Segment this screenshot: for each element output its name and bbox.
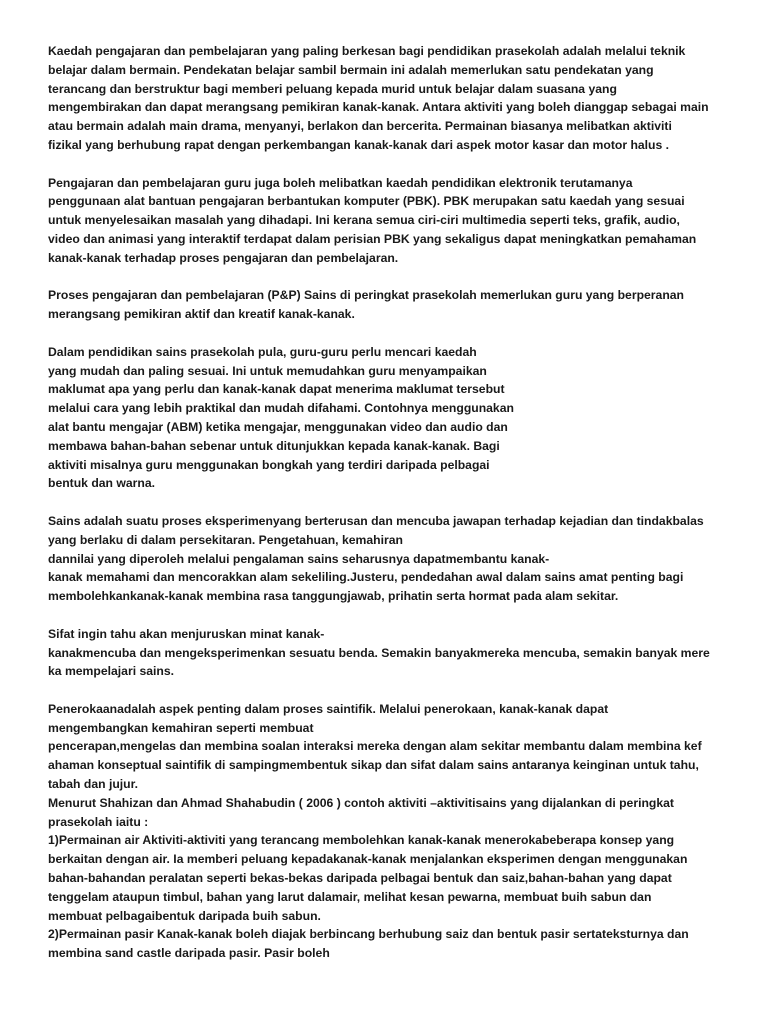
text-line: bentuk dan warna.	[48, 476, 155, 491]
text-line: untuk menyelesaikan masalah yang dihadapi. Ini kerana semua ciri-ciri multimedia seperti teks, grafik, audio,	[48, 213, 680, 228]
text-line: kanakmencuba dan mengeksperimenkan sesuatu benda. Semakin banyakmereka mencuba, semakin banyak mere	[48, 645, 710, 660]
text-line: fizikal yang berhubung rapat dengan perkembangan kanak-kanak dari aspek motor kasar dan motor halus .	[48, 137, 670, 152]
text-line: 2)Permainan pasir Kanak-kanak boleh diajak berbincang berhubung saiz dan bentuk pasir sertateksturnya dan	[48, 927, 689, 942]
text-line: atau bermain adalah main drama, menyanyi, berlakon dan bercerita. Permainan biasanya melibatkan aktiviti	[48, 119, 672, 134]
text-line: Sifat ingin tahu akan menjuruskan minat kanak-	[48, 626, 325, 641]
text-line: merangsang pemikiran aktif dan kreatif kanak-kanak.	[48, 307, 355, 322]
text-line: bahan-bahandan peralatan seperti bekas-bekas daripada pelbagai bentuk dan saiz,bahan-bahan yang dapat	[48, 871, 672, 886]
text-line: belajar dalam bermain. Pendekatan belajar sambil bermain ini adalah memerlukan satu pendekatan yang	[48, 62, 654, 77]
text-line: Proses pengajaran dan pembelajaran (P&P) Sains di peringkat prasekolah memerlukan guru yang berperanan	[48, 288, 684, 303]
paragraph	[48, 286, 728, 324]
text-line: Dalam pendidikan sains prasekolah pula, guru-guru perlu mencari kaedah	[48, 344, 477, 359]
text-line: alat bantu mengajar (ABM) ketika mengajar, menggunakan video dan audio dan	[48, 419, 508, 434]
text-line: penggunaan alat bantuan pengajaran berbantukan komputer (PBK). PBK merupakan satu kaedah yang sesuai	[48, 194, 685, 209]
text-line: tabah dan jujur.	[48, 777, 139, 792]
text-line: berkaitan dengan air. Ia memberi peluang kepadakanak-kanak menjalankan eksperimen dengan menggunakan	[48, 852, 688, 867]
text-line: mengembirakan dan dapat merangsang pemikiran kanak-kanak. Antara aktiviti yang boleh dianggap sebagai main	[48, 100, 709, 115]
text-line: kanak-kanak terhadap proses pengajaran dan pembelajaran.	[48, 250, 399, 265]
paragraph	[48, 512, 728, 606]
paragraph	[48, 343, 728, 493]
text-line: ahaman konseptual saintifik di sampingmembentuk sikap dan sifat dalam sains antaranya keinginan untuk tahu,	[48, 758, 699, 773]
paragraph	[48, 42, 728, 155]
text-line: dannilai yang diperoleh melalui pengalaman sains seharusnya dapatmembantu kanak-	[48, 551, 550, 566]
text-line: membina sand castle daripada pasir. Pasir boleh	[48, 946, 330, 961]
text-line: prasekolah iaitu :	[48, 814, 149, 829]
text-line: tenggelam ataupun timbul, bahan yang larut dalamair, melihat kesan pewarna, membuat buih sabun dan	[48, 889, 652, 904]
text-line: maklumat apa yang perlu dan kanak-kanak dapat menerima maklumat tersebut	[48, 382, 505, 397]
text-line: terancang dan berstruktur bagi memberi peluang kepada murid untuk belajar dalam suasana yang	[48, 81, 617, 96]
text-line: membolehkankanak-kanak membina rasa tanggungjawab, prihatin serta hormat pada alam sekitar.	[48, 589, 619, 604]
text-line: membawa bahan-bahan sebenar untuk ditunjukkan kepada kanak-kanak. Bagi	[48, 438, 500, 453]
text-line: kanak memahami dan mencorakkan alam sekeliling.Justeru, pendedahan awal dalam sains amat penting bagi	[48, 570, 684, 585]
text-line: aktiviti misalnya guru menggunakan bongkah yang terdiri daripada pelbagai	[48, 457, 490, 472]
paragraph	[48, 625, 728, 681]
text-line: yang mudah dan paling sesuai. Ini untuk memudahkan guru menyampaikan	[48, 363, 487, 378]
text-line: ka mempelajari sains.	[48, 664, 175, 679]
text-line: 1)Permainan air Aktiviti-aktiviti yang terancang membolehkan kanak-kanak menerokabeberapa konsep yang	[48, 833, 675, 848]
text-line: Penerokaanadalah aspek penting dalam proses saintifik. Melalui penerokaan, kanak-kanak dapat	[48, 701, 609, 716]
text-line: pencerapan,mengelas dan membina soalan interaksi mereka dengan alam sekitar membantu dalam membina kef	[48, 739, 702, 754]
text-line: membuat pelbagaibentuk daripada buih sabun.	[48, 908, 321, 923]
text-line: yang berlaku di dalam persekitaran. Pengetahuan, kemahiran	[48, 532, 403, 547]
paragraph	[48, 174, 728, 268]
text-line: Kaedah pengajaran dan pembelajaran yang paling berkesan bagi pendidikan prasekolah adalah melalui teknik	[48, 44, 686, 58]
paragraph	[48, 700, 728, 963]
text-line: video dan animasi yang interaktif terdapat dalam perisian PBK yang sekaligus dapat meningkatkan pemahaman	[48, 231, 697, 246]
text-line: mengembangkan kemahiran seperti membuat	[48, 720, 314, 735]
text-line: Sains adalah suatu proses eksperimenyang berterusan dan mencuba jawapan terhadap kejadian dan tindakbalas	[48, 513, 704, 528]
text-line: melalui cara yang lebih praktikal dan mudah difahami. Contohnya menggunakan	[48, 401, 514, 416]
text-line: Menurut Shahizan dan Ahmad Shahabudin ( 2006 ) contoh aktiviti –aktivitisains yang dijalankan di peringkat	[48, 795, 674, 810]
text-line: Pengajaran dan pembelajaran guru juga boleh melibatkan kaedah pendidikan elektronik terutamanya	[48, 175, 633, 190]
